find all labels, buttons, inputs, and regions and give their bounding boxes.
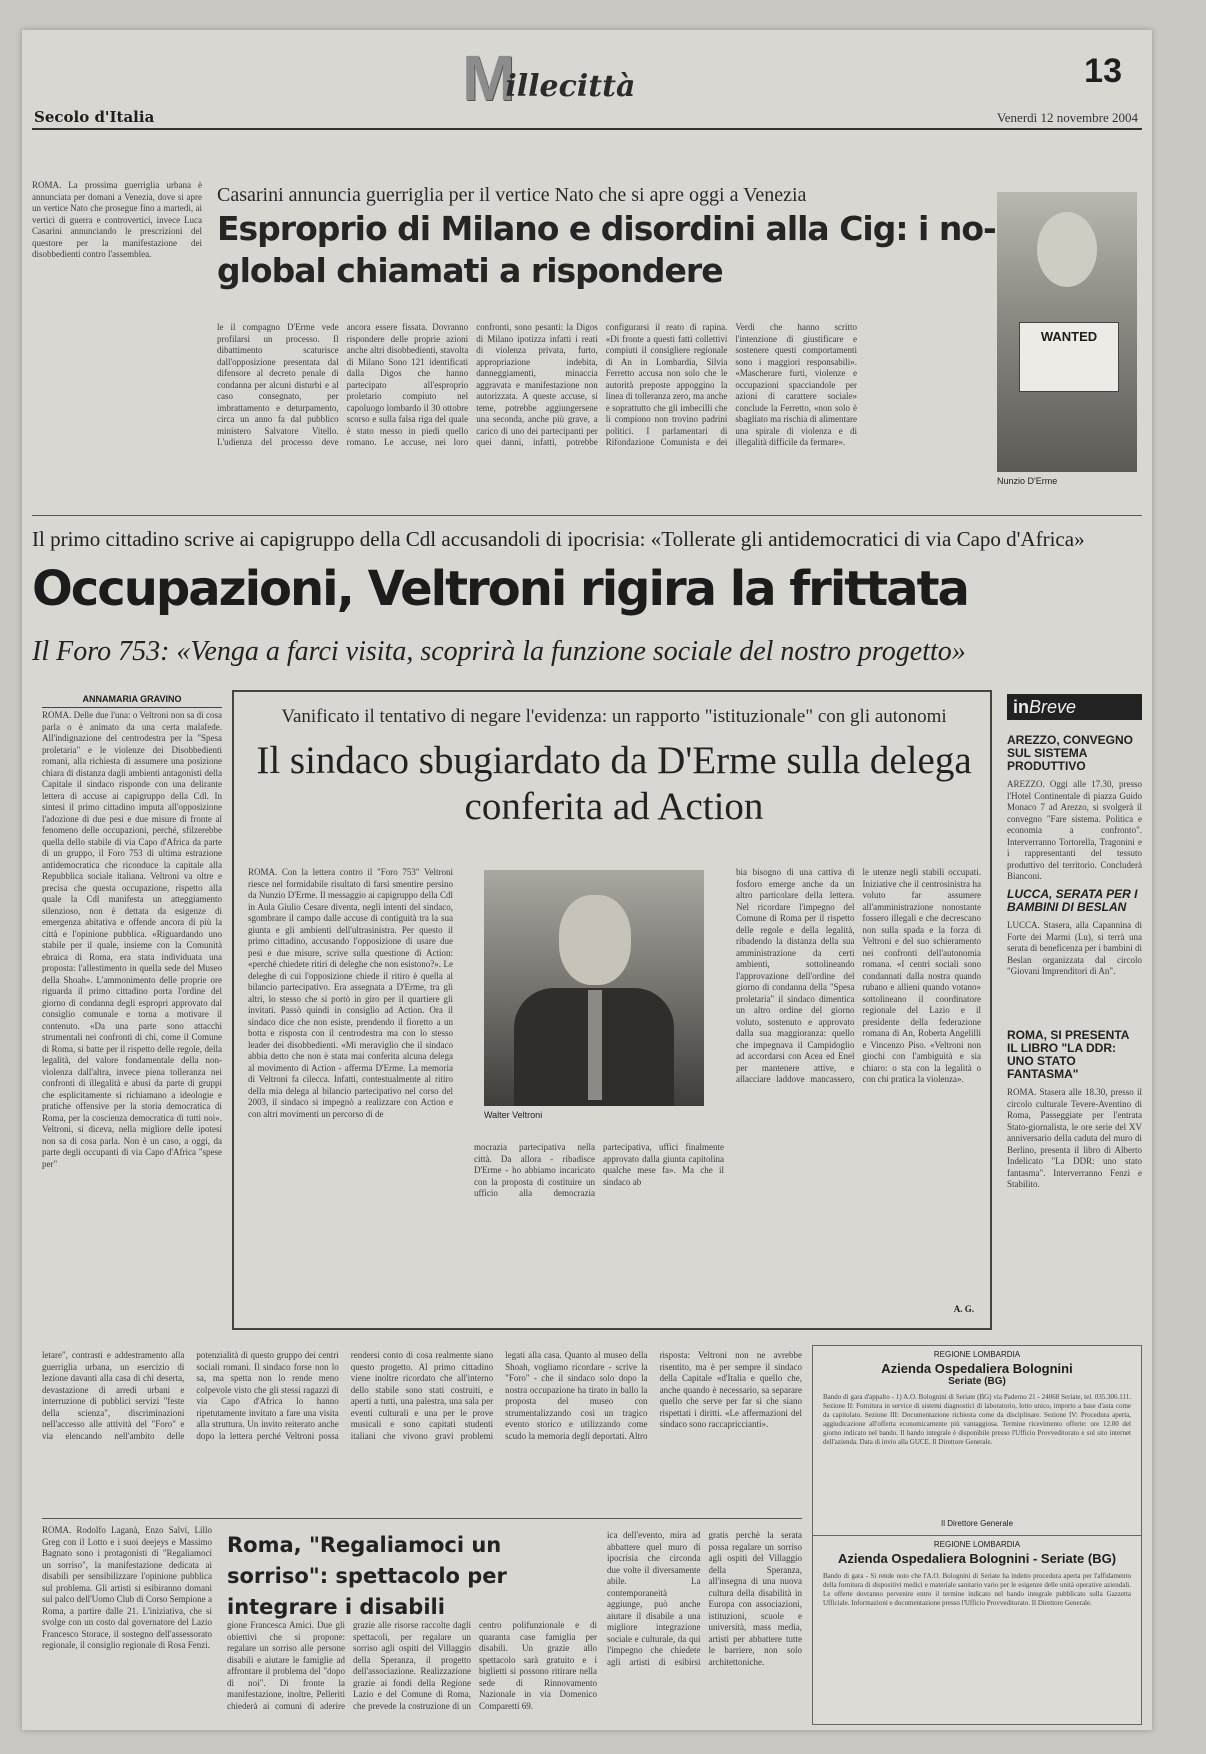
boxed-article (232, 690, 992, 1330)
paper-name: Secolo d'Italia (34, 108, 155, 126)
photo-figure-tie (588, 990, 602, 1100)
wanted-sign-text: WANTED (1040, 329, 1098, 344)
photo-nunzio-derme (997, 192, 1137, 472)
article2-kicker: Il primo cittadino scrive ai capigruppo della Cdl accusandoli di ipocrisia: «Tollerate gli antidemocratici di via Capo d'Africa» (32, 527, 1085, 551)
photo-figure-head (559, 895, 631, 985)
ad1-footer: Il Direttore Generale (940, 1519, 1014, 1528)
ad2-name: Azienda Ospedaliera Bolognini - Seriate (BG) (837, 1551, 1117, 1566)
box-headline: Il sindaco sbugiardato da D'Erme sulla delega conferita ad Action (256, 739, 972, 828)
box-body-col1: ROMA. Con la lettera contro il "Foro 753" Veltroni riesce nel formidabile risultato di farsi smentire persino da Nunzio D'Erme. Il messaggio ai capigruppo della Cdl in Aula Giulio Cesare diventa, negli intenti del sindaco, sgombrare il campo dalle accuse di contiguità tra la sua giunta e gli ambienti dell'ultrasinistra. Per questo il primo cittadino, accusando l'opposizione di usare due pesi e due misure, scrive sulla questione di Action: «perché chiedete ritiri di deleghe che non esistono?». Le deleghe di cui l'opposizione chiede il ritiro è quella al bilancio partecipativo. Era assegnata a D'Erme, tra gli altri, lo stesso che si portò in giro per il quartiere gli invitati. Passò quindi in consiglio ad Action. Ora il sindaco dice che non esiste, prendendo il fioretto a un botta e risposta con il centrodestra ma con lo stesso leader dei disobbedienti. «Mi meraviglio che il sindaco abbia detto che non è stata mai conferita alcuna delega al movimento di Action - afferma D'Erme. La memoria di Veltroni fa cilecca. Infatti, contestualmente al ritiro della mia delega al bilancio partecipativo nel corso del 2003, il sindaco si impegnò a realizzare con Action e con altri movimenti un percorso di de (248, 867, 453, 1119)
article2-continuation: letare", contrasti e addestramento alla guerriglia urbana, un esercizio di lezione davanti alla casa di chi deserta, devastazione di arredi urbani e interruzione di pubblici servizi "feste della scienza", discriminazioni nell'accesso alle attività del "Foro" e via elencando nell'ambito delle potenzialità di questo gruppo dei centri sociali romani. Il sindaco forse non lo sa, ma spetta non lo rende meno colpevole visto che gli stessi ragazzi di via Capo d'Africa lo hanno ripetutamente invitato a fare una visita alla struttura. Un invito reiterato anche dopo la lettera perché Veltroni possa rendersi conto di cosa realmente siano questo progetto. Al primo cittadino viene inoltre ricordato che all'interno dello stabile sono stati costruiti, e aperti a tutti, una palestra, una sala per eventi culturali e una per le prove musicali e sono capitati studenti italiani che vivono gravi problemi legati alla casa. Quanto al museo della Shoah, vogliamo ricordare - scrive la "Foro" - che il sindaco solo dopo la nostra occupazione ha tirato in ballo la proposta del museo con strumentalizzando così un tragico evento storico e utilizzando come scudo la memoria degli deportati. Altro risposta: Veltroni non ne avrebbe risentito, ma è per sempre il sindaco della Capitale «d'Italia e quello che, anche quando è necessario, sa separare quello che serve per far sì che siano rispettati i diritti. «Le affermazioni del sindaco sono raccapriccianti». (42, 1350, 802, 1441)
ad1-region: REGIONE LOMBARDIA (933, 1350, 1021, 1359)
box-body-col3: bia bisogno di una cattiva di fosforo emerge anche da un altro particolare della lettera. Nel ricordare l'impegno del Comune di Roma per il rispetto delle regole e della legalità, ribadendo la distanza della sua amministrazione da certi ambienti, sottolineando l'approvazione dell'ordine del giorno di condanna della "Spesa proletaria" il sindaco dimentica un altro ordine del giorno voluto, sostenuto e approvato dalla sua maggioranza: quello che impegnava il Campidoglio ad accordarsi con Acea ed Enel per mantenere attive, e allacciare laddove mancassero, le utenze negli stabili occupati. Iniziative che il centrosinistra ha voluto far assumere all'amministrazione nonostante fossero illegali e che decrescano non sulla spada e la forza di Veltroni e del suo schieramento nei confronti dell'autonomia romana. «I centri sociali sono condannati dalla nostra quando rubano e allieni quando votano» sottolineano il coordinatore regionale del Lazio e il presidente della federazione romana di An, Roberta Angelilli e Vincenzo Piso. «Veltroni non giochi con l'ambiguità e sia chiaro: o sta con la legalità o con chi pratica la violenza». (736, 867, 981, 1084)
ad1-name: Azienda Ospedaliera Bolognini (881, 1361, 1073, 1376)
in-breve-sidebar (1007, 694, 1142, 1334)
article1-body: le il compagno D'Erme vede profilarsi un processo. Il dibattimento scaturisce dall'opposizione presentata dal difensore al decreto penale di condanna per alcuni disturbi e al caso consegnato, per imbrattamento e deturpamento, circa un anno fa dal pubblico ministero Salvatore Vitello. L'udienza del processo deve ancora essere fissata. Dovranno rispondere delle proprie azioni anche altri disobbedienti, stavolta di Milano Sono 121 identificati dalla Digos che hanno partecipato all'esproprio proletario compiuto nel capoluogo lombardo il 30 ottobre scorso e sulla falsa riga del quale è stato messo in piedi quello romano. Le accuse, nei loro confronti, sono pesanti: la Digos di Milano ipotizza infatti i reati di violenza privata, furto, appropriazione indebita, danneggiamenti, minaccia aggravata e manifestazione non autorizzata. A queste accuse, si teme, potrebbe aggiungersene una seconda, anche più grave, a carico di uno dei partecipanti per quei danni, infatti, potrebbe configurarsi il reato di rapina. «Di fronte a questi fatti collettivi compiuti il consigliere regionale di An in Lombardia, Silvia Ferretto accusa non solo che le autorità preposte appoggino la linea di tolleranza zero, ma anche e soprattutto che gli imbecilli che li compiono non trovino padrini politici. I parlamentari di Rifondazione Comunista e dei Verdi che hanno scritto l'intenzione di giustificare e sostenere questi comportamenti sono i maggiori responsabili». «Mascherare furti, violenze e occupazioni spacciandole per azioni di carattere sociale» conclude la Ferretto, «non solo è sbagliato ma rischia di alimentare una spirale di violenza e di illegalità difficile da fermare». (217, 322, 857, 447)
newspaper-page (22, 30, 1152, 1730)
page-number: 13 (1084, 52, 1122, 90)
in-breve-tag (1007, 694, 1142, 720)
article3-headline: Roma, "Regaliamoci un sorriso": spettacolo per integrare i disabili (227, 1533, 507, 1619)
box-kicker: Vanificato il tentativo di negare l'evidenza: un rapporto "istituzionale" con gli autonomi (281, 706, 947, 727)
advertisement-bolognini-2 (812, 1535, 1142, 1725)
brief-title-roma: ROMA, SI PRESENTA IL LIBRO "LA DDR: UNO STATO FANTASMA" (1007, 1028, 1130, 1081)
ad2-region: REGIONE LOMBARDIA (933, 1540, 1021, 1549)
box-signature: A. G. (953, 1304, 974, 1314)
article1-lead: ROMA. La prossima guerriglia urbana è annunciata per domani a Venezia, dove si apre un vertice Nato che prosegue fino a martedì, ai vertici di guerra e controvertici, invece Luca Casarini annunciando le prescrizioni del questore per la manifestazione dei disobbedienti contro l'assemblea. (32, 180, 202, 259)
brief-body-roma: ROMA. Stasera alle 18.30, presso il circolo culturale Tevere-Aventino di Roma, Passeggiate per l'entrata Stato-giornalista, le ore serie del XV anniversario della caduta del muro di Berlino, presenta il libro di Alberto Indelicato "La DDR: uno stato fantasma". Interverranno Fenzi e Stabilito. (1007, 1087, 1142, 1189)
brief-title-lucca: LUCCA, SERATA PER I BAMBINI DI BESLAN (1007, 887, 1138, 914)
logo-initial: M (462, 42, 514, 114)
box-body-col2: mocrazia partecipativa nella città. Da allora - ribadisce D'Erme - ho abbiamo incaricato con la proposta di costituire un ufficio alla democrazia partecipativa, uffici finalmente approvato dalla giunta capitolina qualche mese fa». Ma che il sindaco ab (474, 1142, 724, 1198)
logo-text: illecittà (505, 69, 636, 104)
wanted-sign (1019, 322, 1119, 392)
in-breve-tag-in: in (1013, 697, 1029, 717)
article2-byline: ANNAMARIA GRAVINO (42, 694, 222, 708)
ad1-text: Bando di gara d'appalto - 1) A.O. Bolognini di Seriate (BG) via Paderno 21 - 24068 Seriate, tel. 035.306.111. Sezione II: Fornitura in service di sistemi diagnostici di laboratorio, lotto unico, importo a base d'asta come da capitolato. Sezione III: Documentazione richiesta come da disciplinare. Sezione IV: Procedura aperta, aggiudicazione all'offerta economicamente più vantaggiosa. Termine ricevimento offerte: ore 12.00 del giorno indicato nel bando. Il bando integrale è disponibile presso l'Ufficio Provveditorato e sul sito internet dell'azienda. Data di invio alla GUCE. Il Direttore Generale. (823, 1393, 1131, 1446)
section-divider-lower (42, 1518, 802, 1519)
ad2-text: Bando di gara - Si rende noto che l'A.O. Bolognini di Seriate ha indetto procedura aperta per l'affidamento della fornitura di dispositivi medici e materiale sanitario vario per le esigenze delle unità operative aziendali. Le offerte dovranno pervenire entro il termine indicato nel bando integrale pubblicato sulla Gazzetta Ufficiale. Informazioni e documentazione presso l'Ufficio Provveditorato. Il Direttore Generale. (823, 1572, 1131, 1607)
article3-right: ica dell'evento, mira ad abbattere quel muro di ipocrisia che circonda due volte il diversamente abile. La contemporaneità aggiunge, può anche aiutare il disabile a una migliore integrazione sociale e culturale, da qui l'impegno che chiedete agli artisti di esibirsi gratis perchè la serata possa regalare un sorriso agli ospiti del Villaggio della Speranza, all'insegna di una nuova cultura della disabilità in Europa con associazioni, istituzioni, scuole e università, mass media, artisti per abbattere tutte le barriere, non solo architettoniche. (607, 1530, 802, 1667)
article2-headline: Occupazioni, Veltroni rigira la frittata (32, 561, 968, 617)
ad1-place: Seriate (BG) (948, 1376, 1006, 1387)
photo-caption-veltroni: Walter Veltroni (484, 1110, 543, 1120)
brief-body-arezzo: AREZZO. Oggi alle 17.30, presso l'Hotel Continentale di piazza Guido Monaco 7 ad Arezzo, si svolgerà il convegno "Fare sistema. Politica e economia a confronto". Interverranno Tortorella, Tragonini e i rappresentanti del tessuto produttivo del territorio. Concluderà Bianconi. (1007, 779, 1142, 881)
photo-figure-head (1037, 212, 1097, 287)
masthead (32, 38, 1142, 138)
photo-walter-veltroni (484, 870, 704, 1106)
masthead-rule (32, 128, 1142, 130)
article3-lead: ROMA. Rodolfo Laganà, Enzo Salvi, Lillo Greg con il Lotto e i suoi deejeys e Massimo Bagnato sono i protagonisti di "Regaliamoci un sorriso", la manifestazione dedicata ai disabili per sensibilizzare l'opinione pubblica sul problema. Gli artisti si esibiranno domani sul palco dell'Uomo Club di Corso Sempione a Roma, a partire dalle 21. L'iniziativa, che si svolge con un costo dal governatore del Lazio Francesco Storace, il sostegno dell'assessorato regionale, il consiglio regionale di Rosa Fenzi. (42, 1525, 212, 1650)
article3-body: gione Francesca Amici. Due gli obiettivi che si propone: regalare un sorriso alle persone disabili e aiutare le famiglie ad affrontare il problema del "dopo di noi". Di fronte la manifestazione, inoltre, Pelleriti chiederà ai comuni di aderire grazie alle risorse raccolte dagli spettacoli, per regalare un sorriso agli ospiti del Villaggio della Speranza, il progetto dell'associazione. Realizzazione grazie ai fondi della Regione Lazio e del Comune di Roma, che prevede la costruzione di un centro polifunzionale e di quaranta case famiglia per disabili. Un grazie allo spettacolo sarà gratuito e i biglietti si possono ritirare nella sede di Rinnovamento Nazionale in via Domenico Comparetti 69. (227, 1620, 597, 1711)
brief-body-lucca: LUCCA. Stasera, alla Capannina di Forte dei Marmi (Lu), si terrà una serata di beneficenza per i bambini di Beslan organizzata dal circolo "Giovani Imprenditori di An". (1007, 920, 1142, 976)
in-breve-tag-rest: Breve (1029, 697, 1077, 717)
article1-headline: Esproprio di Milano e disordini alla Cig: i no-global chiamati a rispondere (217, 209, 996, 290)
photo-caption-derme: Nunzio D'Erme (997, 476, 1058, 486)
brief-title-arezzo: AREZZO, CONVEGNO SUL SISTEMA PRODUTTIVO (1007, 733, 1134, 773)
section-divider (32, 515, 1142, 516)
article1-kicker: Casarini annuncia guerriglia per il vertice Nato che si apre oggi a Venezia (217, 184, 807, 206)
article2-body: ROMA. Delle due l'una: o Veltroni non sa di cosa parla o è animato da una certa malafede. All'indignazione del centrodestra per la "Spesa proletaria" e le violenze dei Disobbedienti romani, alla richiesta di assumere una posizione chiara di distanza dagli ambienti antagonisti della Capitale il sindaco risponde con una delirante lettera di accuse ai capigruppo della Cdl. In sintesi il primo cittadino imputa all'opposizione l'adozione di due pesi e due misure di fronte al fenomeno delle occupazioni, perché, sfilzerebbe quella dello stabile di via Capo d'Africa da parte di un gruppo, il Foro 753 di ultima estrazione antidemocratica che riconduce la capitale alla Repubblica sociale italiana. Veltroni va oltre e precisa che questa occupazione, rispetto alla quale la Cdl manifesta un atteggiamento silenzioso, non è dettata da esigenze di emergenza abitativa e offende ancora di più la città e l'opinione pubblica. «Riguardando uno stabile per il quale, insieme con la Comunità ebraica di Roma, era stata individuata una proposta: l'allestimento in quella sede del Museo della Shoah». L'ammonimento delle proprie ore riguarda il primo cittadino porta l'ordine del giorno di condanna degli espropri approvato dal consiglio comunale e torna a motivare il contenuto. «Da una parte sono attacchi strumentali nei confronti di chi, come il Comune di Roma, si batte per il rispetto delle regole, della legalità, del valore fondamentale della non-violenza dall'altra, invece piena tolleranza nei confronti di illegalità e abusi da parte di gruppi che esplicitamente si richiamano a ideologie e pratiche offensive per la storia democratica di Roma, per la coscienza democratica di tutti noi». Veltroni, si diceva, nella migliore delle ipotesi non sa di cosa parla. Non è un caso, a oggi, da parte degli occupanti di via Capo d'Africa "spese per" (42, 710, 222, 1169)
article2-subheadline: Il Foro 753: «Venga a farci visita, scoprirà la funzione sociale del nostro progetto» (32, 636, 966, 667)
issue-date: Venerdì 12 novembre 2004 (996, 110, 1138, 125)
section-logo (462, 42, 636, 114)
